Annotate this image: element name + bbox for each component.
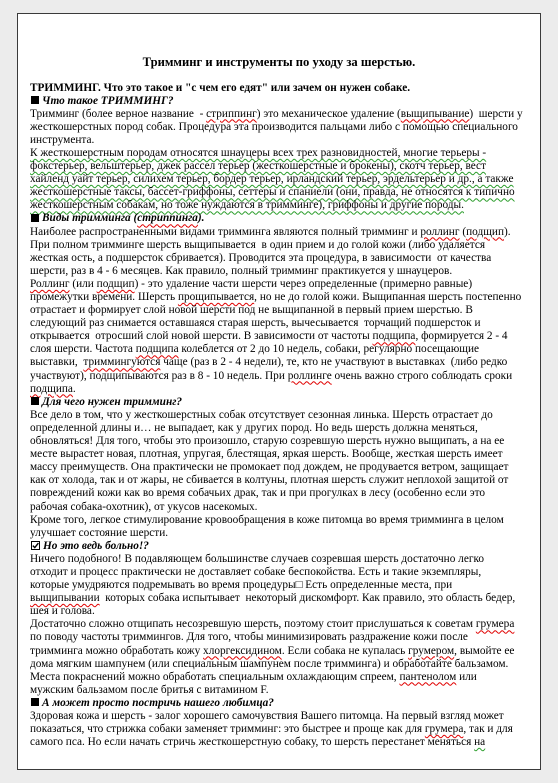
spellcheck-flagged-text: подщипа	[30, 382, 73, 395]
text-run: жесткошерстных пород собак. Процедура эта производится пальцами либо с помощью специального	[30, 120, 518, 133]
text-run: тримминга можно обработать кожу	[30, 644, 204, 657]
text-run: как от холода, так и от жары, не сбивается в колтуны, плотная шерсть служит неплохой защитой от	[30, 474, 509, 487]
document-section	[30, 95, 538, 213]
text-run: , вымойте ее	[454, 644, 515, 657]
text-run: выставки,	[30, 356, 84, 369]
document-title: Тримминг и инструменты по уходу за шерстью.	[142, 55, 416, 69]
text-run: жесткая ость, а подшерсток сбривается). Проводится эта процедура, в зависимости от качества	[30, 251, 492, 264]
spellcheck-flagged-text: подщип	[96, 277, 135, 290]
document-section	[30, 396, 538, 540]
spellcheck-flagged-text: Роллинг	[30, 277, 70, 290]
spellcheck-flagged-text: роллинге	[287, 369, 332, 382]
paragraph-line	[30, 566, 538, 579]
paragraph	[30, 710, 538, 749]
paragraph-line	[30, 684, 538, 697]
paragraph-line	[30, 618, 538, 631]
section-heading	[30, 540, 538, 553]
paragraph-line	[30, 435, 538, 448]
text-run: по поводу частоты триммингов. Для того, чтобы минимизировать раздражение кожи после	[30, 631, 468, 644]
paragraph-line	[30, 160, 538, 173]
text-run: Все дело в том, что у жесткошерстных собак отсутствует сезонная линька. Шерсть отрастает до	[30, 408, 493, 421]
text-run: очень важно строго соблюдать сроки	[331, 369, 513, 382]
paragraph-line	[30, 173, 538, 186]
text-run: , но не до голой кожи. Выщипанная шерсть постепенно	[254, 291, 522, 303]
square-bullet-icon	[31, 698, 39, 706]
spellcheck-flagged-text: грумером	[408, 644, 455, 657]
text-run: отрастает и формирует слой новой шерсти под не выщипанной в первый прием шерстью. В	[30, 304, 473, 317]
paragraph-line	[30, 448, 538, 461]
text-run: Но это ведь больно!?	[43, 539, 149, 552]
paragraph-line	[30, 474, 538, 487]
paragraph-line	[30, 383, 538, 396]
paragraph	[30, 409, 538, 514]
paragraph-line	[30, 461, 538, 474]
text-run: Тримминг (более верное название -	[30, 107, 207, 120]
paragraph-line	[30, 514, 538, 527]
paragraph-line	[30, 291, 538, 304]
paragraph-line	[30, 487, 538, 500]
square-bullet-icon	[31, 96, 39, 104]
text-run: обновляться! Для того, чтобы это произошло, старую созревшую шерсть нужно выщипать, а на ее	[30, 435, 505, 448]
paragraph-line	[30, 631, 538, 644]
text-run: отходит и процесс практически не доставляет собаке беспокойства. Есть и такие экземпляры,	[30, 565, 482, 578]
text-run: месте вырастет новая, плотная, упругая, блестящая, яркая шерсть. Вообще, жесткая шерсть имеет	[30, 448, 503, 461]
text-run: показаться, что стрижка собаки заменяет тримминг: это быстрее и проще как для	[30, 723, 425, 736]
paragraph-line	[30, 330, 538, 343]
text-run: Кроме того, легкое стимулирование кровообращения в коже питомца во время тримминга в целом	[30, 513, 504, 526]
text-run: ) шерсти у	[469, 107, 523, 120]
paragraph-line	[30, 723, 538, 736]
paragraph-line	[30, 265, 538, 278]
spellcheck-flagged-text: хлоргексидином	[203, 644, 282, 657]
text-run: следующий раз снимается оставшаяся старая шерсть, вычесывается торчащий подшерсток и	[30, 317, 481, 330]
text-run: А может просто постричь нашего любимца?	[42, 696, 274, 709]
square-bullet-icon	[31, 397, 39, 405]
paragraph	[30, 553, 538, 618]
paragraph-line	[30, 710, 538, 723]
text-run: слоя шерсти. Частота	[30, 343, 136, 356]
paragraph-line	[30, 736, 538, 749]
spellcheck-flagged-text: стриппинга	[137, 212, 198, 225]
spellcheck-flagged-text: пантенолом	[399, 670, 457, 683]
text-run: ) - это удаление части шерсти через определенные (примерно равные)	[134, 277, 473, 290]
text-run: мужским бальзамом после бритья с витамином F.	[30, 683, 269, 696]
paragraph-line	[30, 199, 538, 212]
spellcheck-flagged-text: фокстерьер, вельштерьер, джек рассел терьер (жесткошерстные и брокены), скотч терьер, вест	[30, 160, 487, 173]
text-run: открывается отросший слой новой шерсти. В зависимости от частоты	[30, 330, 373, 343]
paragraph-line	[30, 645, 538, 658]
paragraph-line	[30, 356, 538, 369]
text-run: . Если собака не купалась	[281, 644, 409, 657]
spellcheck-flagged-text: на	[474, 736, 486, 749]
spellcheck-flagged-text: грумера	[424, 723, 464, 736]
document-body	[30, 82, 538, 750]
paragraph-line	[30, 592, 538, 605]
text-run: , формируется 2 - 4	[415, 330, 508, 343]
intro-line: ТРИММИНГ. Что это такое и "с чем его едят" или зачем он нужен собаке.	[30, 81, 411, 94]
paragraph-line	[30, 370, 538, 383]
paragraph-line	[30, 658, 538, 671]
spellcheck-flagged-text: жесткошерстным собакам, но тоже нуждаются в тримминге), гриффоны и другие породы.	[30, 199, 464, 212]
paragraph-line	[30, 252, 538, 265]
paragraph-line	[30, 409, 538, 422]
text-run: Виды тримминга (	[42, 212, 138, 225]
spellcheck-flagged-text: подщип	[466, 225, 504, 238]
square-bullet-icon	[31, 214, 39, 222]
spellcheck-flagged-text: триммингуются	[83, 356, 161, 369]
text-run: Ничего подобного! В подавляющем большинстве случаев созревшая шерсть достаточно легко	[30, 552, 485, 565]
spellcheck-flagged-text: прощипывается	[177, 291, 255, 303]
spellcheck-flagged-text: стриппинг	[206, 107, 257, 120]
text-run: чаще (раз в 2 - 4 недели), те, кто не участвуют в выставках (либо редко	[160, 356, 508, 369]
text-run: Здоровая кожа и шерсть - залог хорошего самочувствия Вашего питомца. На первый взгляд может	[30, 710, 504, 722]
document-page	[17, 13, 541, 770]
section-heading	[30, 697, 538, 710]
paragraph-line	[30, 343, 538, 356]
section-heading	[30, 396, 538, 409]
paragraph-line	[30, 278, 538, 291]
paragraph-line	[30, 579, 538, 592]
paragraph-line	[30, 317, 538, 330]
paragraph-line	[30, 304, 538, 317]
spellcheck-flagged-text: подщипа	[372, 330, 416, 343]
section-heading	[30, 95, 538, 108]
document-section	[30, 697, 538, 749]
spellcheck-flagged-text: выщипывании	[30, 592, 100, 605]
paragraph	[30, 147, 538, 212]
paragraph-line	[30, 422, 538, 435]
paragraph-line	[30, 605, 538, 618]
paragraph	[30, 226, 538, 278]
spellcheck-flagged-text: хайленд уайт терьер, силихем терьер, бордер терьер, ирландский терьер, эрдельтерьер и др., а также	[30, 173, 514, 186]
paragraph-line	[30, 671, 538, 684]
text-run: Места покраснений можно обработать специальным охлаждающим спреем,	[30, 670, 400, 683]
paragraph-line	[30, 108, 538, 121]
text-run: или	[456, 670, 477, 683]
text-run: массу преимуществ. Она практически не промокает под дождем, не продувается ветром, защищает	[30, 461, 509, 474]
spellcheck-flagged-text: грумера	[475, 618, 515, 631]
text-run: (или	[69, 277, 97, 290]
text-run: рабочая собака-охотник), от укусов насекомых.	[30, 500, 258, 513]
spellcheck-flagged-text: жесткошерстные таксы, бассет-гриффоны, сеттеры и спаниели (они, правда, не относятся к типично	[30, 186, 515, 199]
text-run: Наиболее распространенными видами тримминга являются полный тримминг и	[30, 225, 421, 238]
spellcheck-flagged-text: К жесткошерстным породам относятся шнауцеры всех трех разновидностей, многие терьеры -	[30, 146, 487, 159]
paragraph	[30, 278, 538, 396]
document-section	[30, 540, 538, 697]
spellcheck-flagged-text: выщипывание	[400, 107, 470, 120]
text-run: Для чего нужен тримминг?	[42, 395, 183, 408]
text-run: колеблется от 2 до 10 недель, собаки, регулярно посещающие	[178, 343, 480, 356]
paragraph-line	[30, 527, 538, 540]
document-section	[30, 212, 538, 395]
text-run: .	[72, 382, 76, 395]
paragraph-line	[30, 226, 538, 239]
text-run: , так и для	[463, 723, 513, 736]
paragraph-line	[30, 239, 538, 252]
section-heading	[30, 212, 538, 225]
paragraph	[30, 514, 538, 540]
text-run: дома мягким шампунем (или специальным шампунем после тримминга) и обработайте бальзамом.	[30, 657, 509, 670]
paragraph-line	[30, 121, 538, 134]
text-run: повреждений кожи как во время собачьих драк, так и при прогулках в лесу (особенно если это	[30, 487, 486, 500]
text-run: ).	[197, 212, 205, 225]
text-run: участвуют), подщипываются раз в 8 - 10 недель. При	[30, 369, 288, 382]
checkbox-check-icon	[31, 541, 40, 550]
paragraph-line	[30, 553, 538, 566]
paragraph-line	[30, 186, 538, 199]
paragraph	[30, 618, 538, 697]
text-run: промежутки времени. Шерсть	[30, 291, 178, 303]
spellcheck-flagged-text: подщипа	[135, 343, 179, 356]
text-run: Достаточно сложно отщипать несозревшую шерсть, поэтому стоит прислушаться к советам	[30, 618, 476, 631]
paragraph	[30, 108, 538, 147]
text-run: ).	[504, 225, 511, 238]
text-run: самого пса. Но если начать стричь жесткошерстную собаку, то шерсть перестанет меняться	[30, 736, 475, 749]
spellcheck-flagged-text: роллинг	[420, 225, 460, 238]
text-run: Что такое ТРИММИНГ?	[42, 94, 174, 107]
text-run: которых собака испытывает некоторый дискомфорт. Как правило, это область бедер,	[99, 592, 516, 605]
text-run: определенной длины и… не выпадает, как у других пород. Но ведь шерсть должна меняться,	[30, 421, 478, 434]
text-run: шея и голова.	[30, 605, 95, 618]
paragraph-line	[30, 147, 538, 160]
paragraph-line	[30, 501, 538, 514]
text-run: При полном тримминге шерсть выщипывается в один прием и до голой кожи (либо удаляется	[30, 238, 486, 251]
text-run: которые умудряются подремывать во время процедуры□ Есть определенные места, при	[30, 579, 453, 592]
text-run: (	[459, 225, 467, 238]
text-run: ) это механическое удаление (	[256, 107, 401, 120]
text-run: инструмента.	[30, 133, 95, 146]
paragraph-line	[30, 134, 538, 147]
text-run: шерсти, раз в 4 - 6 месяцев. Как правило, полный тримминг практикуется у шнауцеров.	[30, 264, 453, 277]
text-run: улучшает состояние шерсти.	[30, 526, 169, 539]
